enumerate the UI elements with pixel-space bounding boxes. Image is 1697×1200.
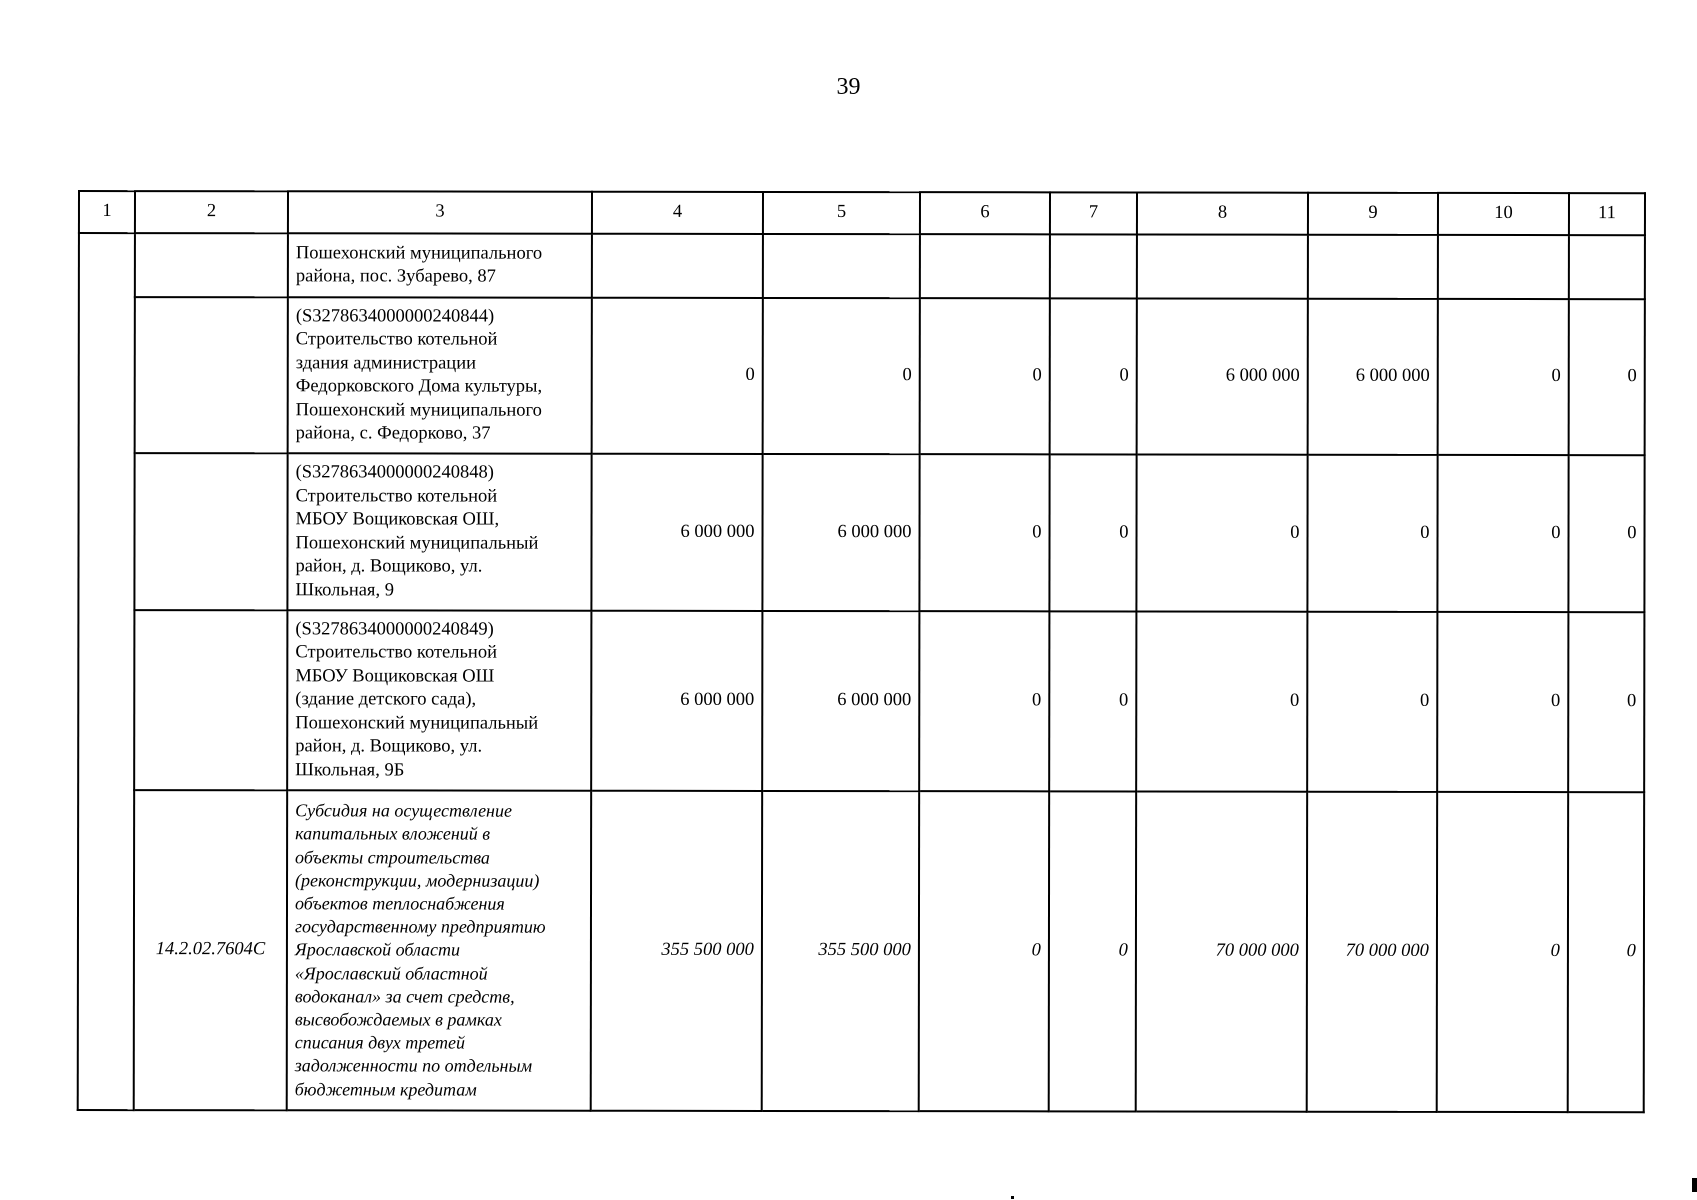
- value-cell: [763, 234, 920, 298]
- value-cell: 0: [1437, 792, 1568, 1112]
- description-line: Пошехонский муниципальный: [295, 532, 539, 554]
- merged-index-cell: [78, 233, 135, 1110]
- column-header: 4: [592, 192, 763, 234]
- description-line: МБОУ Вощиковская ОШ: [295, 666, 495, 687]
- value-cell: 0: [1049, 791, 1136, 1111]
- description-line: Пошехонский муниципального: [295, 399, 542, 421]
- value-cell: [1050, 234, 1137, 298]
- value-cell: [1308, 235, 1438, 299]
- table-row: [78, 453, 1644, 612]
- value-cell: 355 500 000: [762, 791, 919, 1111]
- value-cell: 0: [1049, 611, 1136, 791]
- description-line: район, д. Вощиково, ул.: [295, 556, 483, 577]
- column-header: 6: [920, 192, 1050, 234]
- value-cell: 0: [1307, 455, 1437, 612]
- value-cell: 0: [763, 298, 920, 454]
- description-cell: [287, 610, 591, 790]
- column-header: 11: [1569, 193, 1645, 235]
- description-cell: [288, 297, 592, 453]
- value-cell: 6 000 000: [591, 454, 762, 611]
- page-number: 39: [836, 74, 861, 100]
- description-line: Школьная, 9: [295, 579, 394, 600]
- budget-table: [77, 190, 1646, 1113]
- value-cell: 0: [919, 454, 1049, 611]
- value-cell: 0: [1437, 612, 1568, 792]
- code-cell: [135, 233, 288, 297]
- description-line: Строительство котельной: [295, 485, 498, 507]
- value-cell: 0: [1568, 455, 1644, 612]
- column-header: 2: [135, 191, 288, 233]
- code-cell: [134, 453, 287, 610]
- description-cell: [288, 233, 592, 297]
- value-cell: [1569, 235, 1645, 299]
- table-row: [78, 790, 1644, 1112]
- column-header: 10: [1438, 193, 1569, 235]
- column-header: 9: [1308, 193, 1438, 235]
- description-line: (S3278634000000240848): [295, 462, 494, 483]
- description-line: Пошехонский муниципальный: [295, 713, 539, 734]
- description-cell: [287, 453, 591, 610]
- description-line: Школьная, 9Б: [295, 760, 405, 781]
- value-cell: 0: [1569, 299, 1645, 455]
- value-cell: 0: [920, 298, 1050, 454]
- description-line: (здание детского сада),: [295, 689, 477, 710]
- description-line: водоканал» за счет средств,: [294, 986, 515, 1007]
- table-row: [78, 610, 1644, 792]
- value-cell: 70 000 000: [1307, 792, 1437, 1112]
- description-line: (S3278634000000240844): [295, 305, 495, 327]
- code-cell: 14.2.02.7604С: [134, 790, 287, 1110]
- value-cell: 6 000 000: [762, 611, 919, 791]
- code-cell: [135, 297, 288, 453]
- description-line: объектов теплоснабжения: [294, 893, 505, 914]
- value-cell: [920, 234, 1050, 298]
- value-cell: 0: [1437, 455, 1568, 612]
- value-cell: 0: [1568, 792, 1644, 1112]
- description-line: Ярославской области: [294, 939, 461, 960]
- description-line: Строительство котельной: [295, 329, 498, 350]
- description-line: (S3278634000000240849): [295, 619, 494, 640]
- column-header: 3: [288, 191, 592, 233]
- value-cell: 0: [1136, 454, 1307, 611]
- value-cell: 0: [1307, 612, 1437, 792]
- value-cell: 70 000 000: [1136, 791, 1307, 1111]
- value-cell: 0: [1568, 612, 1644, 792]
- column-header: 1: [79, 191, 135, 233]
- description-line: капитальных вложений в: [295, 823, 491, 844]
- description-line: здания администрации: [295, 352, 477, 374]
- description-cell: [287, 790, 591, 1110]
- description-line: района, пос. Зубарево, 87: [295, 266, 496, 287]
- table-row: [79, 297, 1645, 455]
- description-line: списания двух третей: [294, 1032, 466, 1053]
- column-header: 8: [1137, 192, 1308, 234]
- description-line: объекты строительства: [295, 846, 490, 868]
- value-cell: [592, 234, 763, 298]
- value-cell: 0: [919, 611, 1049, 791]
- value-cell: [1438, 235, 1569, 299]
- value-cell: 0: [1136, 611, 1307, 791]
- value-cell: 6 000 000: [591, 611, 762, 791]
- column-number-header-row: [79, 191, 1645, 235]
- value-cell: 0: [1438, 299, 1569, 455]
- code-cell: [134, 610, 287, 790]
- value-cell: 0: [592, 298, 763, 454]
- description-line: высвобождаемых в рамках: [294, 1009, 502, 1030]
- value-cell: [1137, 234, 1308, 298]
- value-cell: 355 500 000: [591, 791, 762, 1111]
- description-line: (реконструкции, модернизации): [295, 870, 540, 891]
- column-header: 7: [1050, 192, 1137, 234]
- description-line: района, с. Федорково, 37: [295, 423, 491, 444]
- description-line: Федорковского Дома культуры,: [295, 376, 543, 397]
- description-line: бюджетным кредитам: [294, 1078, 477, 1100]
- value-cell: 0: [1049, 454, 1136, 611]
- value-cell: 6 000 000: [1137, 298, 1308, 454]
- description-line: государственному предприятию: [294, 916, 546, 937]
- scan-speck: [1011, 1196, 1014, 1199]
- description-line: Субсидия на осуществление: [295, 800, 513, 821]
- description-line: «Ярославский областной: [294, 962, 488, 984]
- description-line: Пошехонский муниципального: [295, 242, 543, 264]
- description-line: МБОУ Вощиковская ОШ,: [295, 509, 500, 530]
- value-cell: 0: [919, 791, 1049, 1111]
- scan-speck: [1692, 1178, 1697, 1192]
- table-row: [79, 233, 1645, 299]
- value-cell: 0: [1050, 298, 1137, 454]
- value-cell: 6 000 000: [762, 454, 919, 611]
- column-header: 5: [763, 192, 920, 234]
- value-cell: 6 000 000: [1308, 299, 1438, 455]
- description-line: Строительство котельной: [295, 642, 497, 663]
- description-line: задолженности по отдельным: [294, 1055, 533, 1077]
- description-line: район, д. Вощиково, ул.: [295, 736, 483, 757]
